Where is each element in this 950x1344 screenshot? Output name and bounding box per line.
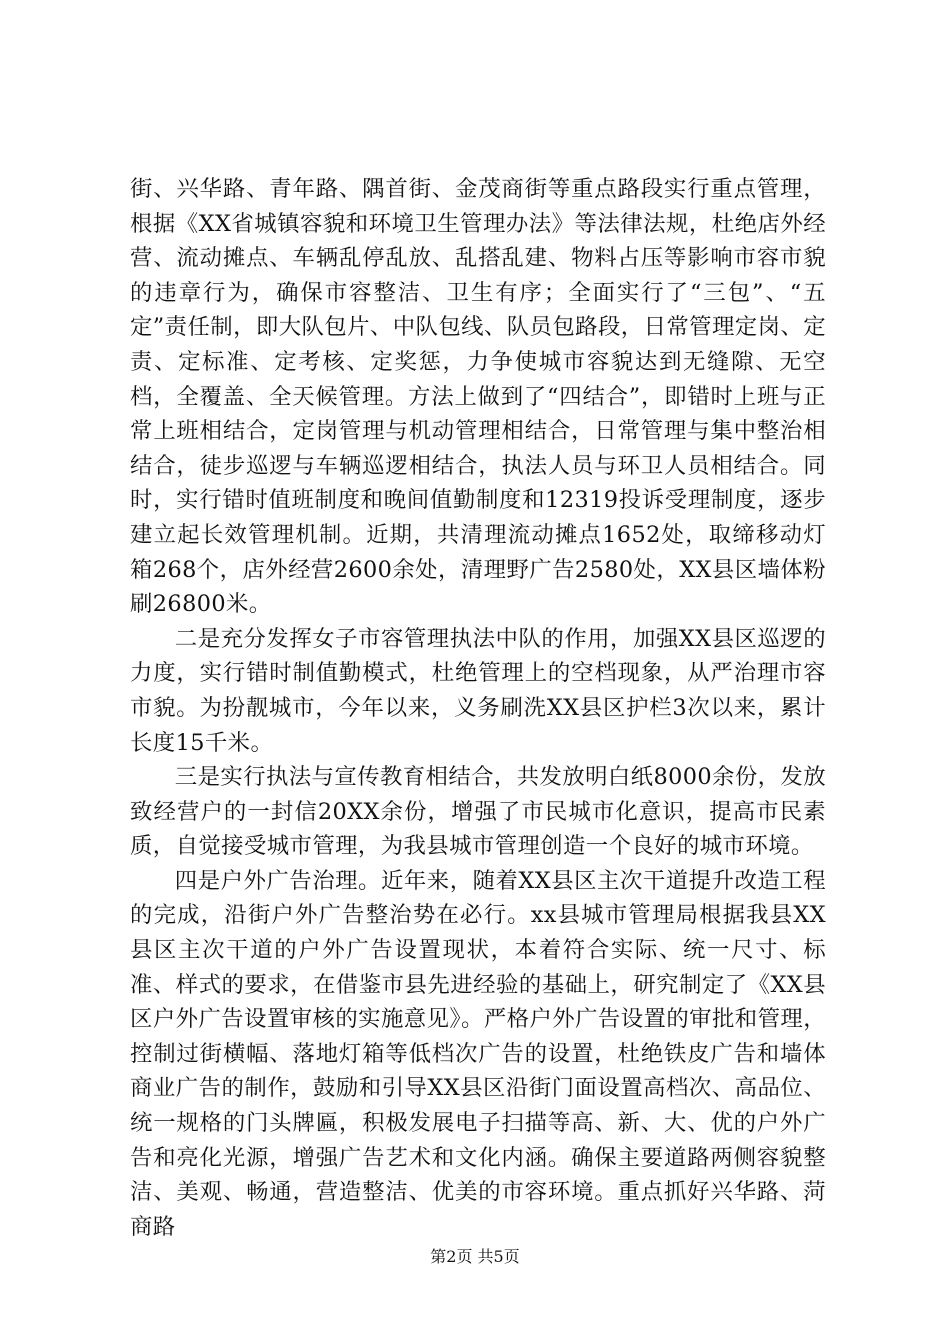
document-body [130, 172, 826, 1244]
paragraph-1: 街、兴华路、青年路、隅首街、金茂商街等重点路段实行重点管理，根据《XX省城镇容貌和环境卫生管理办法》等法律法规，杜绝店外经营、流动摊点、车辆乱停乱放、乱搭乱建、物料占压等影响市容市貌的违章行为，确保市容整洁、卫生有序；全面实行了“三包”、“五定”责任制，即大队包片、中队包线、队员包路段，日常管理定岗、定责、定标准、定考核、定奖惩，力争使城市容貌达到无缝隙、无空档，全覆盖、全天候管理。方法上做到了“四结合”，即错时上班与正常上班相结合，定岗管理与机动管理相结合，日常管理与集中整治相结合，徒步巡逻与车辆巡逻相结合，执法人员与环卫人员相结合。同时，实行错时值班制度和晚间值勤制度和12319投诉受理制度，逐步建立起长效管理机制。近期，共清理流动摊点1652处，取缔移动灯箱268个，店外经营2600余处，清理野广告2580处，XX县区墙体粉刷26800米。 [130, 176, 826, 618]
paragraph-4: 四是户外广告治理。近年来，随着XX县区主次干道提升改造工程的完成，沿街户外广告整治势在必行。xx县城市管理局根据我县XX县区主次干道的户外广告设置现状，本着符合实际、统一尺寸、标准、样式的要求，在借鉴市县先进经验的基础上，研究制定了《XX县区户外广告设置审核的实施意见》。严格户外广告设置的审批和管理，控制过街横幅、落地灯箱等低档次广告的设置，杜绝铁皮广告和墙体商业广告的制作，鼓励和引导XX县区沿街门面设置高档次、高品位、统一规格的门头牌匾，积极发展电子扫描等高、新、大、优的户外广告和亮化光源，增强广告艺术和文化内涵。确保主要道路两侧容貌整洁、美观、畅通，营造整洁、优美的市容环境。重点抓好兴华路、菏商路 [130, 867, 826, 1240]
page-footer: 第2页 共5页 [430, 1247, 520, 1266]
paragraph-2: 二是充分发挥女子市容管理执法中队的作用，加强XX县区巡逻的力度，实行错时制值勤模式，杜绝管理上的空档现象，从严治理市容市貌。为扮靓城市，今年以来，义务刷洗XX县区护栏3次以来，累计长度15千米。 [130, 625, 826, 756]
paragraph-3: 三是实行执法与宣传教育相结合，共发放明白纸8000余份，发放致经营户的一封信20XX余份，增强了市民城市化意识，提高市民素质，自觉接受城市管理，为我县城市管理创造一个良好的城市环境。 [130, 764, 826, 860]
